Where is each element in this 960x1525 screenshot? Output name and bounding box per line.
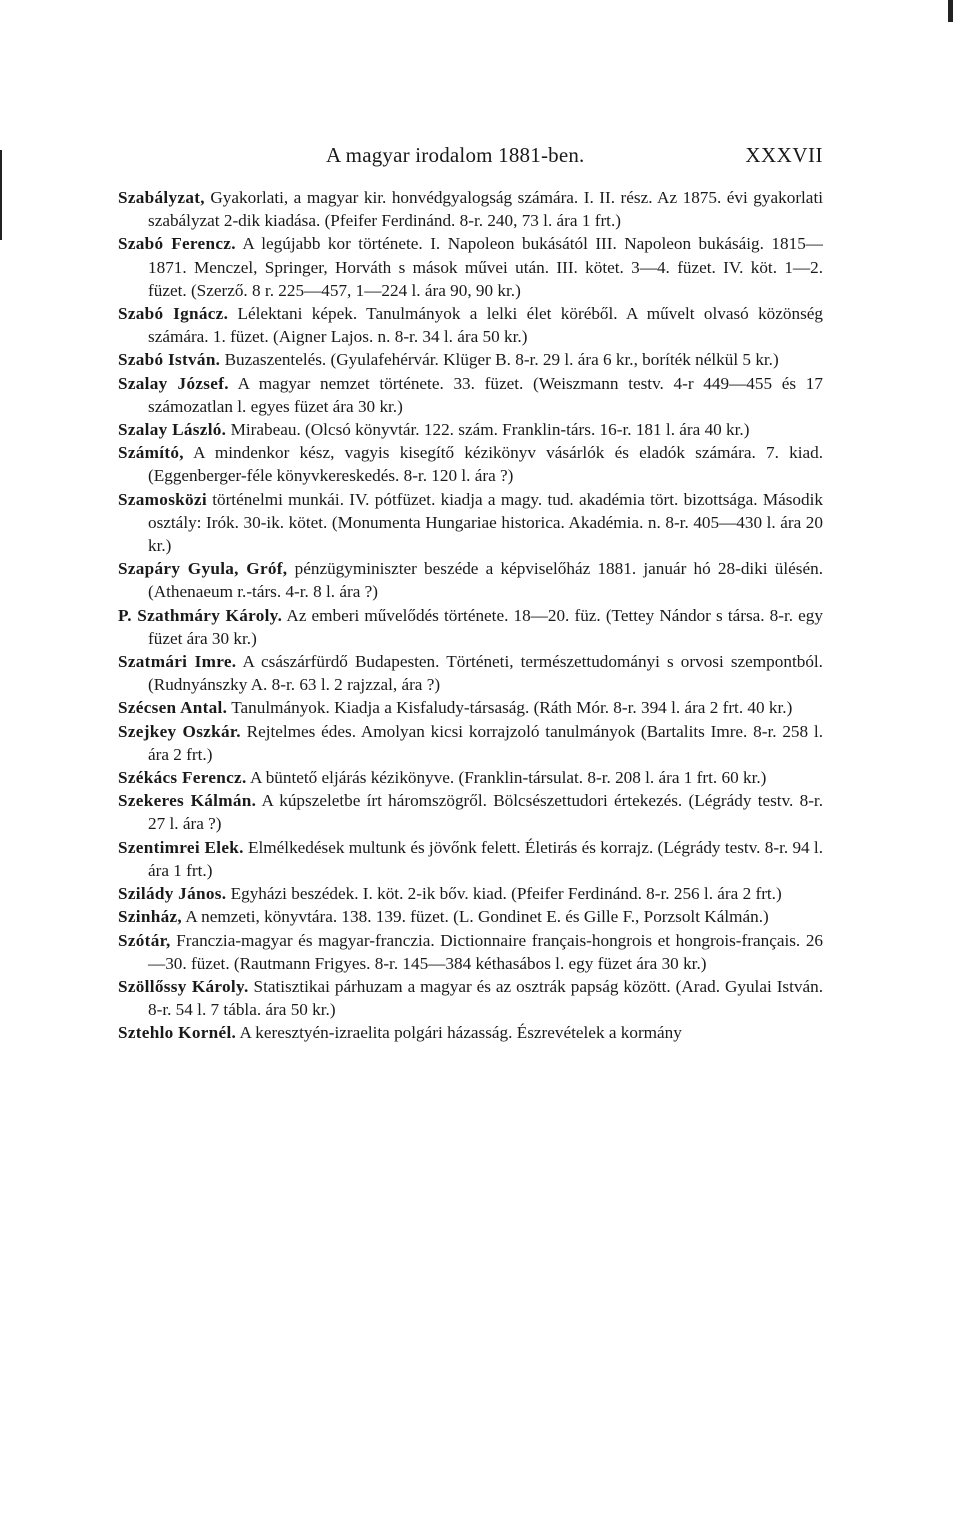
bibliography-entry [118, 418, 823, 441]
entry-heading: Szabó Ferencz. [118, 234, 236, 254]
bibliography-entry [118, 1021, 823, 1044]
entry-heading: Számító, [118, 443, 184, 463]
entry-heading: P. Szathmáry Károly. [118, 605, 283, 625]
bibliography-entry [118, 232, 823, 302]
bibliography-list [118, 186, 823, 1045]
bibliography-entry [118, 348, 823, 371]
bibliography-entry [118, 488, 823, 558]
bibliography-entry [118, 882, 823, 905]
entry-text: A legújabb kor története. I. Napoleon bukásától III. Napoleon bukásáig. 1815—1871. Menczel, Springer, Horváth s mások művei után. III. kötet. 3—4. füzet. IV. köt. 1—2. füzet. (Szerző. 8 r. 225—457, 1—224 l. ára 90, 90 kr.) [148, 234, 823, 300]
scan-edge-mark [0, 150, 2, 240]
running-header [118, 143, 823, 173]
entry-text: Buzaszentelés. (Gyulafehérvár. Klüger B. 8-r. 29 l. ára 6 kr., boríték nélkül 5 kr.) [224, 350, 779, 370]
entry-heading: Szöllőssy Károly. [118, 976, 249, 996]
entry-heading: Szalay László. [118, 420, 227, 440]
page-title: A magyar irodalom 1881-ben. [326, 143, 585, 167]
entry-heading: Székács Ferencz. [118, 768, 247, 788]
page-number: XXXVII [745, 143, 823, 167]
entry-text: A keresztyén-izraelita polgári házasság. Észrevételek a kormány [239, 1023, 682, 1043]
entry-text: Egyházi beszédek. I. köt. 2-ik bőv. kiad. (Pfeifer Ferdinánd. 8-r. 256 l. ára 2 frt.) [230, 884, 782, 904]
bibliography-entry [118, 441, 823, 487]
entry-text: Tanulmányok. Kiadja a Kisfaludy-társaság. (Ráth Mór. 8-r. 394 l. ára 2 frt. 40 kr.) [231, 698, 793, 718]
entry-heading: Szamosközi [118, 489, 207, 509]
entry-text: Elmélkedések multunk és jövőnk felett. Életirás és korrajz. (Légrády testv. 8-r. 94 l. ára 1 frt.) [148, 837, 824, 880]
bibliography-entry [118, 650, 823, 696]
bibliography-entry [118, 836, 823, 882]
entry-text: Lélektani képek. Tanulmányok a lelki élet köréből. A művelt olvasó közönség számára. 1. füzet. (Aigner Lajos. n. 8-r. 34 l. ára 50 kr.) [148, 304, 824, 347]
entry-text: Statisztikai párhuzam a magyar és az osztrák papság között. (Arad. Gyulai István. 8-r. 54 l. 7 tábla. ára 50 kr.) [148, 976, 823, 1020]
entry-text: A kúpszeletbe írt háromszögről. Bölcsészettudori értekezés. (Légrády testv. 8-r. 27 l. ára ?) [148, 791, 823, 834]
entry-text: A magyar nemzet története. 33. füzet. (Weiszmann testv. 4-r 449—455 és 17 számozatlan l. egyes füzet ára 30 kr.) [148, 373, 823, 416]
scan-edge-mark [948, 0, 953, 22]
entry-heading: Szentimrei Elek. [118, 837, 244, 857]
entry-text: A nemzeti, könyvtára. 138. 139. füzet. (L. Gondinet E. és Gille F., Porzsolt Kálmán.) [185, 907, 769, 927]
entry-text: Rejtelmes édes. Amolyan kicsi korrajzoló tanulmányok (Bartalits Imre. 8-r. 258 l. ára 2 frt.) [148, 721, 823, 764]
entry-heading: Szilády János. [118, 884, 227, 904]
entry-heading: Szabályzat, [118, 188, 205, 207]
entry-text: A császárfürdő Budapesten. Történeti, természettudományi s orvosi szempontból. (Rudnyánszky A. 8-r. 63 l. 2 rajzzal, ára ?) [148, 652, 823, 695]
entry-heading: Szótár, [118, 930, 171, 950]
entry-text: Franczia-magyar és magyar-franczia. Dictionnaire français-hongrois et hongrois-français. 26—30. füzet. (Rautmann Frigyes. 8-r. 145—384 kéthasábos l. egy füzet ára 30 kr.) [148, 930, 824, 973]
entry-text: A büntető eljárás kézikönyve. (Franklin-társulat. 8-r. 208 l. ára 1 frt. 60 kr.) [249, 768, 767, 788]
bibliography-entry [118, 696, 823, 719]
entry-text: történelmi munkái. IV. pótfüzet. kiadja a magy. tud. akadémia tört. bizottsága. Második osztály: Irók. 30-ik. kötet. (Monumenta Hungariae historica. Akadémia. n. 8-r. 405—430 l. ára 20 kr.) [148, 489, 823, 556]
bibliography-entry [118, 302, 823, 348]
entry-heading: Szinház, [118, 907, 182, 927]
entry-heading: Szalay József. [118, 373, 229, 393]
entry-heading: Szabó István. [118, 350, 221, 370]
bibliography-entry [118, 186, 823, 232]
entry-text: A mindenkor kész, vagyis kisegítő kézikönyv vásárlók és eladók számára. 7. kiad. (Eggenberger-féle könyvkereskedés. 8-r. 120 l. ára ?) [148, 443, 823, 486]
bibliography-entry [118, 905, 823, 928]
bibliography-entry [118, 372, 823, 418]
bibliography-entry [118, 720, 823, 766]
entry-heading: Szapáry Gyula, Gróf, [118, 559, 288, 579]
bibliography-entry [118, 789, 823, 835]
entry-heading: Szekeres Kálmán. [118, 791, 257, 811]
bibliography-entry [118, 557, 823, 603]
bibliography-entry [118, 604, 823, 650]
entry-text: Mirabeau. (Olcsó könyvtár. 122. szám. Franklin-társ. 16-r. 181 l. ára 40 kr.) [230, 420, 750, 440]
entry-heading: Sztehlo Kornél. [118, 1023, 237, 1043]
bibliography-entry [118, 975, 823, 1021]
entry-heading: Szécsen Antal. [118, 698, 228, 718]
bibliography-entry [118, 766, 823, 789]
entry-heading: Szejkey Oszkár. [118, 721, 241, 741]
entry-text: Az emberi művelődés története. 18—20. füz. (Tettey Nándor s társa. 8-r. egy füzet ára 30 kr.) [148, 605, 823, 648]
entry-text: Gyakorlati, a magyar kir. honvédgyalogság számára. I. II. rész. Az 1875. évi gyakorlati szabályzat 2-dik kiadása. (Pfeifer Ferdinánd. 8-r. 240, 73 l. ára 1 frt.) [148, 188, 823, 231]
entry-heading: Szabó Ignácz. [118, 304, 229, 324]
entry-text: pénzügyminiszter beszéde a képviselőház 1881. január hó 28-diki ülésén. (Athenaeum r.-társ. 4-r. 8 l. ára ?) [148, 559, 823, 602]
bibliography-entry [118, 929, 823, 975]
entry-heading: Szatmári Imre. [118, 652, 237, 672]
